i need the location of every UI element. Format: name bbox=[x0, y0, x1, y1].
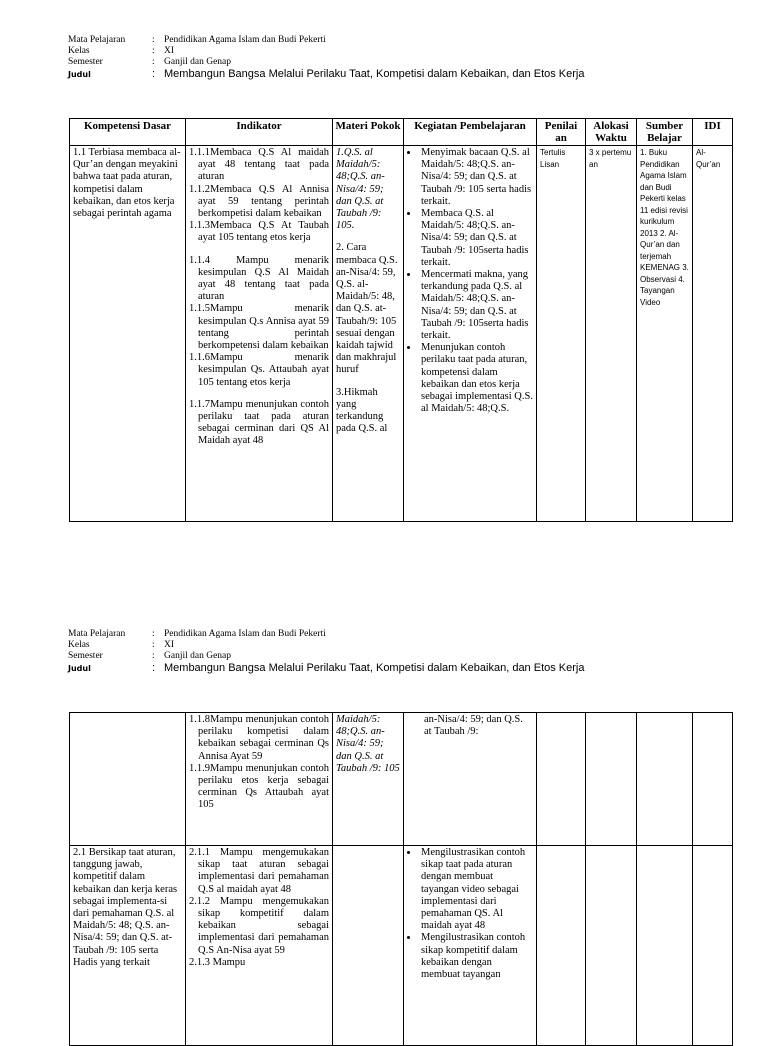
sumber-cell bbox=[637, 846, 693, 1046]
kd-cell: 2.1 Bersikap taat aturan, tanggung jawab, kompetitif dalam kebaikan dan kerja keras sebagai implementa-si dari pemahaman Q.S. al Maidah/5: 48; Q.S. an-Nisa/4: 59; dan Q.S. at-Taubah /9: 105 serta Hadis yang terkait bbox=[70, 846, 186, 1046]
col-kegiatan: Kegiatan Pembelajaran bbox=[404, 119, 537, 146]
kd-cell bbox=[70, 713, 186, 846]
kegiatan-item: • Menunjukan contoh perilaku taat pada aturan, kompetensi dalam kebaikan dan etos kerja sebagai implementasi Q.S. al Maidah/5: 48;Q.S. bbox=[419, 342, 533, 415]
kelas-value: XI bbox=[164, 640, 175, 650]
kegiatan-cell bbox=[404, 146, 537, 522]
kegiatan-cell bbox=[404, 846, 537, 1046]
penilaian-cell: Tertulis Lisan bbox=[537, 146, 586, 522]
sumber-cell bbox=[637, 713, 693, 846]
sumber-cell: 1. Buku Pendidikan Agama Islam dan Budi Pekerti kelas 11 edisi revisi kurikulum 2013 2. Al-Qur’an dan terjemah KEMENAG 3. Observasi 4. Tayangan Video bbox=[637, 146, 693, 522]
alokasi-cell bbox=[586, 846, 637, 1046]
indikator-cell bbox=[186, 846, 333, 1046]
kegiatan-item: • Mengilustrasikan contoh sikap kompetitif dalam kebaikan dengan membuat tayangan bbox=[419, 932, 533, 981]
semester-label: Semester bbox=[68, 57, 103, 67]
materi-cell bbox=[333, 146, 404, 522]
page1-header: Mata Pelajaran : Pendidikan Agama Islam dan Budi Pekerti Kelas : XI Semester : Ganjil dan Genap Judul : Membangun Bangsa Melalui Perilaku Taat, Kompetisi dalam Kebaikan, dan Etos Kerja bbox=[68, 35, 585, 80]
alokasi-cell bbox=[586, 713, 637, 846]
col-kompetensi-dasar: Kompetensi Dasar bbox=[70, 119, 186, 146]
kegiatan-item: • Menyimak bacaan Q.S. al Maidah/5: 48;Q.S. an-Nisa/4: 59; dan Q.S. at Taubah /9: 105 serta hadis terkait. bbox=[419, 147, 533, 208]
judul-label: Judul bbox=[68, 70, 91, 79]
indikator-item: 1.1.4 Mampu menarik kesimpulan Q.S Al Maidah ayat 48 tentang taat pada aturan bbox=[189, 254, 329, 303]
indikator-item: 1.1.3Membaca Q.S At Taubah ayat 105 tentang etos kerja bbox=[189, 220, 329, 244]
indikator-item: 1.1.9Mampu menunjukan contoh perilaku etos kerja sebagai cerminan Qs Attaubah ayat 105 bbox=[189, 762, 329, 811]
mapel-label: Mata Pelajaran bbox=[68, 629, 126, 639]
mapel-value: Pendidikan Agama Islam dan Budi Pekerti bbox=[164, 629, 326, 639]
semester-label: Semester bbox=[68, 651, 103, 661]
table-row bbox=[70, 713, 733, 846]
indikator-cell bbox=[186, 146, 333, 522]
idi-cell bbox=[693, 846, 733, 1046]
materi-cell: Maidah/5: 48;Q.S. an-Nisa/4: 59; dan Q.S. at Taubah /9: 105 bbox=[333, 713, 404, 846]
col-alokasi: Alokasi Waktu bbox=[586, 119, 637, 146]
semester-value: Ganjil dan Genap bbox=[164, 651, 232, 661]
table-header-row bbox=[70, 119, 733, 146]
indikator-item: 2.1.3 Mampu bbox=[189, 956, 246, 968]
indikator-item: 2.1.1 Mampu mengemukakan sikap taat aturan sebagai implementasi dari pemahaman Q.S al maidah ayat 48 bbox=[189, 847, 329, 895]
alokasi-cell: 3 x pertemu an bbox=[586, 146, 637, 522]
indikator-item: 2.1.2 Mampu mengemukakan sikap kompetitif dalam kebaikan sebagai implementasi dari pemahaman Q.S An-Nisa ayat 59 bbox=[189, 895, 329, 956]
materi-cell bbox=[333, 846, 404, 1046]
indikator-cell bbox=[186, 713, 333, 846]
idi-cell: Al-Qur’an bbox=[693, 146, 733, 522]
col-sumber: Sumber Belajar bbox=[637, 119, 693, 146]
materi-item: 2. Cara membaca Q.S. an-Nisa/4: 59, Q.S. al-Maidah/5: 48, dan Q.S. at-Taubah/9: 105 sesuai dengan kaidah tajwid dan makhrajul huruf bbox=[336, 242, 398, 376]
indikator-item: 1.1.5Mampu menarik kesimpulan Q.s Annisa ayat 59 tentang perintah berkompetensi dalam kebaikan bbox=[189, 303, 329, 352]
kelas-value: XI bbox=[164, 46, 175, 56]
judul-value: Membangun Bangsa Melalui Perilaku Taat, Kompetisi dalam Kebaikan, dan Etos Kerja bbox=[164, 68, 585, 80]
kegiatan-item: • Mencermati makna, yang terkandung pada Q.S. al Maidah/5: 48;Q.S. an-Nisa/4: 59; dan Q.S. at Taubah /9: 105serta hadis terkait. bbox=[419, 269, 533, 342]
kegiatan-item: • Mengilustrasikan contoh sikap taat pada aturan dengan membuat tayangan video sebagai implementasi dari pemahaman QS. Al maidah ayat 48 bbox=[419, 847, 533, 932]
materi-item: 3.Hikmah yang terkandung pada Q.S. al bbox=[336, 386, 388, 435]
rpp-table-page1 bbox=[69, 118, 733, 522]
indikator-item: 1.1.7Mampu menunjukan contoh perilaku taat pada aturan sebagai cerminan dari QS Al Maidah ayat 48 bbox=[189, 398, 329, 447]
judul-label: Judul bbox=[68, 664, 91, 673]
kegiatan-cell: an-Nisa/4: 59; dan Q.S. at Taubah /9: bbox=[404, 713, 537, 846]
kelas-label: Kelas bbox=[68, 640, 90, 650]
semester-value: Ganjil dan Genap bbox=[164, 57, 232, 67]
col-penilaian: Penilai an bbox=[537, 119, 586, 146]
materi-item: 1.Q.S. al Maidah/5: 48;Q.S. an-Nisa/4: 59; dan Q.S. at Taubah /9: 105. bbox=[336, 147, 385, 232]
col-indikator: Indikator bbox=[186, 119, 333, 146]
col-materi-pokok: Materi Pokok bbox=[333, 119, 404, 146]
kegiatan-item: • Membaca Q.S. al Maidah/5: 48;Q.S. an-Nisa/4: 59; dan Q.S. at Taubah /9: 105serta hadis terkait. bbox=[419, 208, 533, 269]
indikator-item: 1.1.6Mampu menarik kesimpulan Qs. Attaubah ayat 105 tentang etos kerja bbox=[189, 352, 329, 388]
rpp-table-page2 bbox=[69, 712, 733, 1046]
indikator-item: 1.1.8Mampu menunjukan contoh perilaku kompetisi dalam kebaikan sebagai cerminan Qs Annisa Ayat 59 bbox=[189, 714, 329, 762]
kelas-label: Kelas bbox=[68, 46, 90, 56]
indikator-item: 1.1.1Membaca Q.S Al maidah ayat 48 tentang taat pada aturan bbox=[189, 147, 329, 183]
indikator-item: 1.1.2Membaca Q.S Al Annisa ayat 59 tentang perintah berkompetisi dalam kebaikan bbox=[189, 183, 329, 220]
table-row bbox=[70, 846, 733, 1046]
mapel-value: Pendidikan Agama Islam dan Budi Pekerti bbox=[164, 35, 326, 45]
judul-value: Membangun Bangsa Melalui Perilaku Taat, Kompetisi dalam Kebaikan, dan Etos Kerja bbox=[164, 662, 585, 674]
mapel-label: Mata Pelajaran bbox=[68, 35, 126, 45]
col-idi: IDI bbox=[693, 119, 733, 146]
page2-header: Mata Pelajaran : Pendidikan Agama Islam dan Budi Pekerti Kelas : XI Semester : Ganjil dan Genap Judul : Membangun Bangsa Melalui Perilaku Taat, Kompetisi dalam Kebaikan, dan Etos Kerja bbox=[68, 629, 585, 674]
kd-cell: 1.1 Terbiasa membaca al-Qur’an dengan meyakini bahwa taat pada aturan, kompetisi dalam kebaikan, dan etos kerja sebagai perintah agama bbox=[70, 146, 186, 522]
table-row bbox=[70, 146, 733, 522]
penilaian-cell bbox=[537, 713, 586, 846]
penilaian-cell bbox=[537, 846, 586, 1046]
idi-cell bbox=[693, 713, 733, 846]
